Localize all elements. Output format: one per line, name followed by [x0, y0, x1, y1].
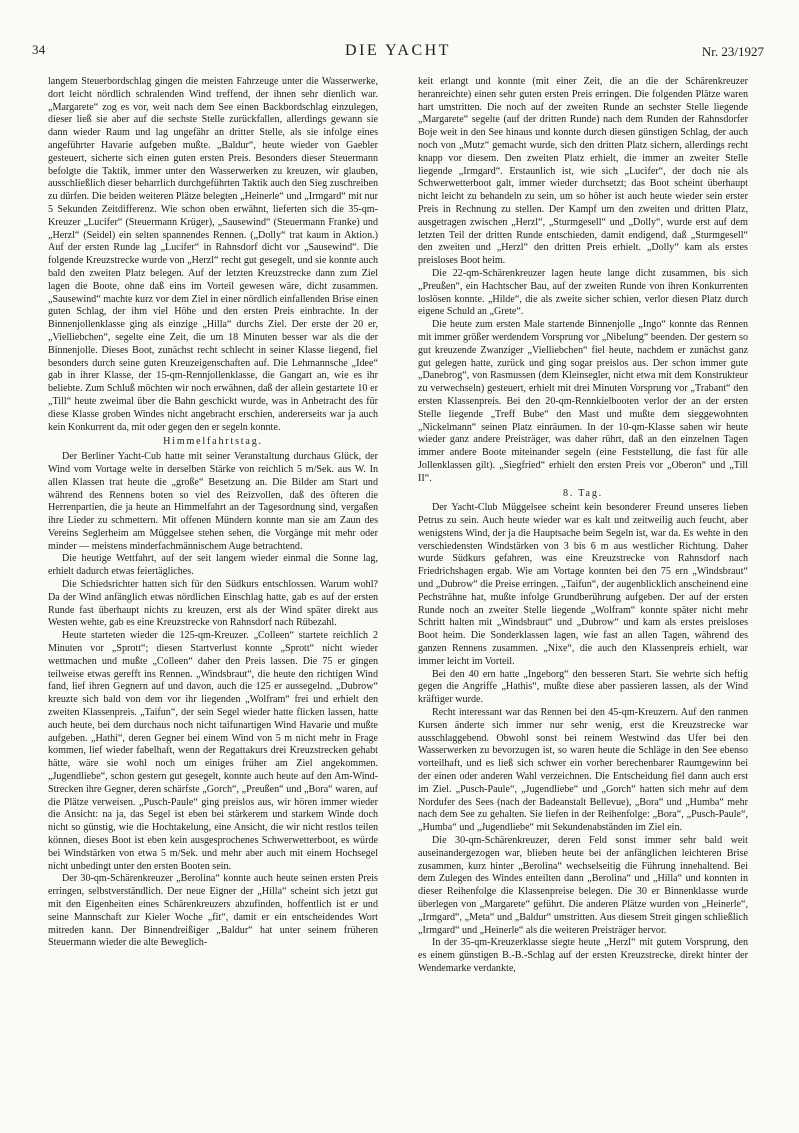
paragraph: Heute starteten wieder die 125-qm-Kreuzer. „Colleen“ startete reichlich 2 Minuten vor „Sprott“; diesen Startverlust konnte „Sprott“ nicht wieder wettmachen und mußte „Colleen“ daher den Preis lassen. Die 75 er gingen teilweise etwas gerefft ins Rennen. „Windsbraut“, die heute den richtigen Wind fand, lief ihren Gegnern auf und davon, auch die 125 er aussegelnd. „Dubrow“ kreuzte sich bald von dem vor ihr liegenden „Wolfram“ frei und erhielt den zweiten Klassenpreis. „Taifun“, der sein Segel wieder hatte flicken lassen, hatte auch heute, bei dem durchaus noch nicht taifunartigen Wind Havarie und mußte aufgeben. „Hathi“, deren Gegner bei einem Wind von 5 m nicht mehr in Frage kommen, lief wieder fabelhaft, wenn der Regattakurs drei Kreuzstrecken gehabt hätte, wäre sie wohl noch um einiges früher am Ziel angekommen. „Jugendliebe“, schon gestern gut gesegelt, konnte auch heute auf den Am-Wind-Strecken ihre Gegner, deren schärfste „Gorch“, „Preußen“ und „Bora“ waren, auf die Plätze verweisen. „Pusch-Paule“ ging preislos aus, wir hören immer wieder die Ansicht: na ja, das Segel ist eben bei stärkerem und starkem Winde doch nicht so günstig, wie die Hochtakelung, eine Ansicht, die wir nicht restlos teilen können, dieses Boot ist eben kein ausgesprochenes Schwerwetterboot, es würde bei Windstärken von etwa 5 m/Sek. und mehr aber auch mit einem Hochsegel nicht unbedingt unter den ersten Booten sein.	[48, 630, 378, 872]
paragraph: keit erlangt und konnte (mit einer Zeit, die an die der Schärenkreuzer heranreichte) einen sehr guten ersten Preis erringen. Die folgenden Plätze waren hart umstritten. Die noch auf der zweiten Runde an sechster Stelle liegende „Margarete“ segelte (auf der dritten Runde) nach dem Runden der Rahnsdorfer Boje weit in den See hinaus und konnte durch diesen günstigen Schlag, der auch noch von „Mutz“ gemacht wurde, sich den dritten Platz sichern, allerdings recht knapp vor diesem. Den zweiten Platz erhielt, die immer an zweiter Stelle liegende „Irmgard“. Erstaunlich ist, wie sich „Lucifer“, der doch nie als Schwerwetterboot galt, immer wieder durchsetzt; das Boot scheint überhaupt nicht leicht zu behandeln zu sein, um so höher ist auch heute wieder sein erster Preis in Rechnung zu stellen. Der Kampf um den zweiten und dritten Platz, ausgetragen zwischen „Herzl“, „Sturmgesell“ und „Dolly“, wurde erst auf dem letzten Teil der dritten Runde entschieden, damit endigend, daß „Sturmgesell“ den zweiten und „Herzl“ den dritten Preis erhielt. „Dolly“ kam als erstes preisloses Boot heim.	[418, 76, 748, 267]
paragraph: Der Yacht-Club Müggelsee scheint kein besonderer Freund unseres lieben Petrus zu sein. Auch heute wieder war es kalt und zeitweilig auch feucht, aber wenigstens Wind, der ja die Hauptsache beim Segeln ist, war da. Es wehte in den verschiedensten Windstärken von 3 bis 6 m aus westlicher Richtung. Daher wurde Südkurs gefahren, was eine Kreuzstrecke von Rahnsdorf nach Friedrichshagen ergab. Wie am Vortage konnten bei den 75 ern „Windsbraut“ und „Dubrow“ die Preise erringen. „Taifun“, der augenblicklich anscheinend eine Pechsträhne hat, mußte infolge Grundberührung aufgeben. Der auf der ersten Runde noch an zweiter Stelle liegende „Wolfram“ konnte später nicht mehr Schritt halten mit „Windsbraut“ und „Dubrow“ und kam als erstes preisloses Boot heim. Die Sonderklassen lagen, wie fast an allen Tagen, während des ganzen Rennens zusammen. „Nixe“, die auch den Klassenpreis erhielt, war immer leicht im Vorteil.	[418, 502, 748, 667]
paragraph: Die 30-qm-Schärenkreuzer, deren Feld sonst immer sehr bald weit auseinandergezogen war, blieben heute bei der anfänglichen leichteren Brise zusammen, kurz hinter „Berolina“ wechselseitig die Führung innehaltend. Bei dem Zulegen des Windes enteilten dann „Berolina“ und „Hilla“ und konnten in dieser Reihenfolge die Klassenpreise belegen. Die 30 er Binnenklasse wurde überlegen von „Margarete“ geführt. Die anderen Plätze wurden von „Heinerle“, „Irmgard“, „Meta“ und „Baldur“ umstritten. Aus diesem Streit gingen schließlich „Irmgard“ und „Heinerle“ als die weiteren Preisträger hervor.	[418, 835, 748, 936]
section-heading: Himmelfahrtstag.	[163, 436, 263, 448]
page-header	[32, 42, 764, 64]
paragraph: Die heutige Wettfahrt, auf der seit langem wieder einmal die Sonne lag, erhielt dadurch etwas feiertägliches.	[48, 553, 378, 578]
paragraph: Die Schiedsrichter hatten sich für den Südkurs entschlossen. Warum wohl? Da der Wind anfänglich etwas nördlichen Einschlag hatte, gab es auf der ersten Runde fast überhaupt nichts zu kreuzen, erst als der Wind später direkt aus Westen wehte, gab es eine Kreuzstrecke von Rahnsdorf nach Rübezahl.	[48, 579, 378, 629]
paragraph: Die 22-qm-Schärenkreuzer lagen heute lange dicht zusammen, bis sich „Preußen“, ein Hachtscher Bau, auf der zweiten Runde von ihren Konkurrenten loslösen konnte. „Hilde“, die als zweite sicher schien, verlor diesen Platz durch eigene Schuld an „Grete“.	[418, 267, 748, 318]
paragraph: Recht interessant war das Rennen bei den 45-qm-Kreuzern. Auf den ranmen Kursen änderte sich immer nur sehr wenig, erst die Kreuzstrecke war ausschlaggebend. Obwohl sonst bei reinem Westwind das Ufer bei den Wasserwerken zu bevorzugen ist, so waren heute die Schläge in den See ebenso vorteilhaft, und es ließ sich schwer ein vorher berechenbarer Raumgewinn bei der einen oder anderen Wahl verzeichnen. Die Entscheidung fiel dann auch erst im Ziel. „Pusch-Paule“, „Jugendliebe“ und „Gorch“ hatten sich mehr auf dem Nordufer des Sees (nach der Badeanstalt Bellevue), „Bora“ und „Humba“ mehr nach dem See zu gehalten. Sie liefen in der Reihenfolge: „Bora“, „Pusch-Paule“, „Humba“ und „Jugendliebe“ mit Sekundenabständen im Ziel ein.	[418, 707, 748, 834]
page-number: 34	[32, 42, 46, 57]
paragraph: Die heute zum ersten Male startende Binnenjolle „Ingo“ konnte das Rennen mit immer größer werdendem Vorsprung vor „Nibelung“ beenden. Der gestern so gut kreuzende Zwanziger „Vielliebchen“ fiel heute, nachdem er zunächst ganz gut gelegen hatte, zurück und ging sogar preislos aus. Der schon immer gute „Danebrog“, von Rasmussen (dem Kleinsegler, nicht etwa mit dem Konstrukteur zu verwechseln) gesteuert, erhielt mit drei Minuten Vorsprung vor „Trabant“ den ersten Klassenpreis. Bei den 20-qm-Rennkielbooten verlor der an der ersten Stelle liegende „Treff Bube“ den Mast und mußte dem sieggewohnten „Nickelmann“ seinen Platz einräumen. In der 10-qm-Klasse sahen wir heute wieder ganz andere Preisträger, was daher rührt, daß an den einzelnen Tagen immer andere Boote miteinander segeln (eine Feststellung, die fast für alle Jollenklassen gilt). „Siegfried“ erhielt den ersten Preis vor „Oberon“ und „Till II“.	[418, 319, 748, 484]
section-heading: 8. Tag.	[562, 487, 604, 499]
running-title: DIE YACHT	[345, 42, 451, 59]
paragraph: Bei den 40 ern hatte „Ingeborg“ den besseren Start. Sie wehrte sich heftig gegen die Angriffe „Hathis“, mußte diese aber passieren lassen, als der Wind kräftiger wurde.	[418, 668, 748, 706]
right-column	[418, 76, 748, 976]
left-column	[48, 76, 378, 950]
paragraph: langem Steuerbordschlag gingen die meisten Fahrzeuge unter die Wasserwerke, dort leicht nördlich schralenden Wind treffend, der ihnen sehr dienlich war. „Margarete“ zog es vor, weit nach dem See einen Backbordschlag einzulegen, dieser ließ sie aber auf die sechste Stelle zurückfallen, allerdings gewann sie dann wieder Raum und lag ungefähr an dritter Stelle, als sie infolge eines angeführter Havarie aufgeben mußte. „Baldur“, heute wieder von Gaebler gesteuert, sicherte sich einen guten ersten Preis. Besonders dieser Steuermann befolgte die Taktik, immer unter den Wasserwerken zu kreuzen, wir glauben, ausschließlich dieser beharrlich durchgeführten Taktik auch den Sieg zuschreiben zu dürfen. Die beiden weiteren Plätze belegten „Heinerle“ und „Irmgard“ mit nur 5 Sekunden Zeitdifferenz. Wie schon oben erwähnt, lieferten sich die 35-qm-Kreuzer „Lucifer“ (Steuermann Krüger), „Sausewind“ (Steuermann Franke) und „Herzl“ (Seidel) ein selten spannendes Rennen. („Dolly“ trat kaum in Aktion.) Auf der ersten Runde lag „Lucifer“ in Rahnsdorf dicht vor „Sausewind“. Die folgende Kreuzstrecke wurde von „Herzl“ recht gut gesegelt, und sie konnte auch bald den zweiten Platz belegen. Auf der letzten Kreuzstrecke dann zum Ziel lagen die Boote, ohne daß eins im Vorteil gewesen wäre, dicht zusammen. „Sausewind“ machte kurz vor dem Ziel in einer nördlich einfallenden Brise einen guten Schlag, der ihm viel Höhe und den ersten Preis einbrachte. In der Binnenjollenklasse ging als einzige „Hilla“ durchs Ziel. Der erste der 20 er, „Vielliebchen“, segelte eine Zeit, die um 18 Minuten besser war als die der Binnenjolle. Dieses Boot, zunächst recht schlecht in seiner Klasse liegend, fiel besonders durch seine guten Kreuzeigenschaften auf. Die Lehmannsche „Idee“ gab in ihrer Klasse, der 15-qm-Rennjollenklasse, die Gangart an, wie es ihr beliebte. Zum Schluß möchten wir noch erwähnen, daß der allein gestartete 10 er „Till“ heute zweimal über die Bahn geschickt wurde, was in Anbetracht des für diese Klasse groben Windes nicht angebracht erschien, andererseits war ja auch kein Konkurrent da, mit oder gegen den er segeln konnte.	[48, 76, 378, 433]
paragraph: Der Berliner Yacht-Cub hatte mit seiner Veranstaltung durchaus Glück, der Wind vom Vortage welte in derselben Stärke von reichlich 5 m/Sek. aus W. In allen Klassen trat heute die „große“ Besetzung an. Die Bilder am Start und während des Rennens boten so viel des Reizvollen, daß des öfteren die Herrenpartien, die ja heute an Himmelfahrt an der Tagesordnung sind, vergaßen ihre Lieder zu schmettern. Mit offenen Mündern konnte man sie am Zaun des Vereins Seglerheim am Müggelsee stehen sehen, die Vorgänge mit mehr oder minder — meistens minderfachmännischem Auge betrachtend.	[48, 451, 378, 552]
issue-label: Nr. 23/1927	[701, 44, 764, 59]
paragraph: In der 35-qm-Kreuzerklasse siegte heute „Herzl“ mit gutem Vorsprung, den es einem günstigen B.-B.-Schlag auf der ersten Kreuzstrecke, direkt hinter der Wendemarke verdankte,	[418, 937, 748, 974]
paragraph: Der 30-qm-Schärenkreuzer „Berolina“ konnte auch heute seinen ersten Preis erringen, selbstverständlich. Der neue Eigner der „Hilla“ scheint sich jetzt gut mit den Eigenheiten eines Schärenkreuzers abzufinden, hoffentlich ist er und seine Mannschaft zur Kieler Woche „fit“, damit er ein entscheidendes Wort mitreden kann. Der Binnendreißiger „Baldur“ hat unter seinem früheren Steuermann wieder die alte Beweglich-	[48, 873, 378, 949]
